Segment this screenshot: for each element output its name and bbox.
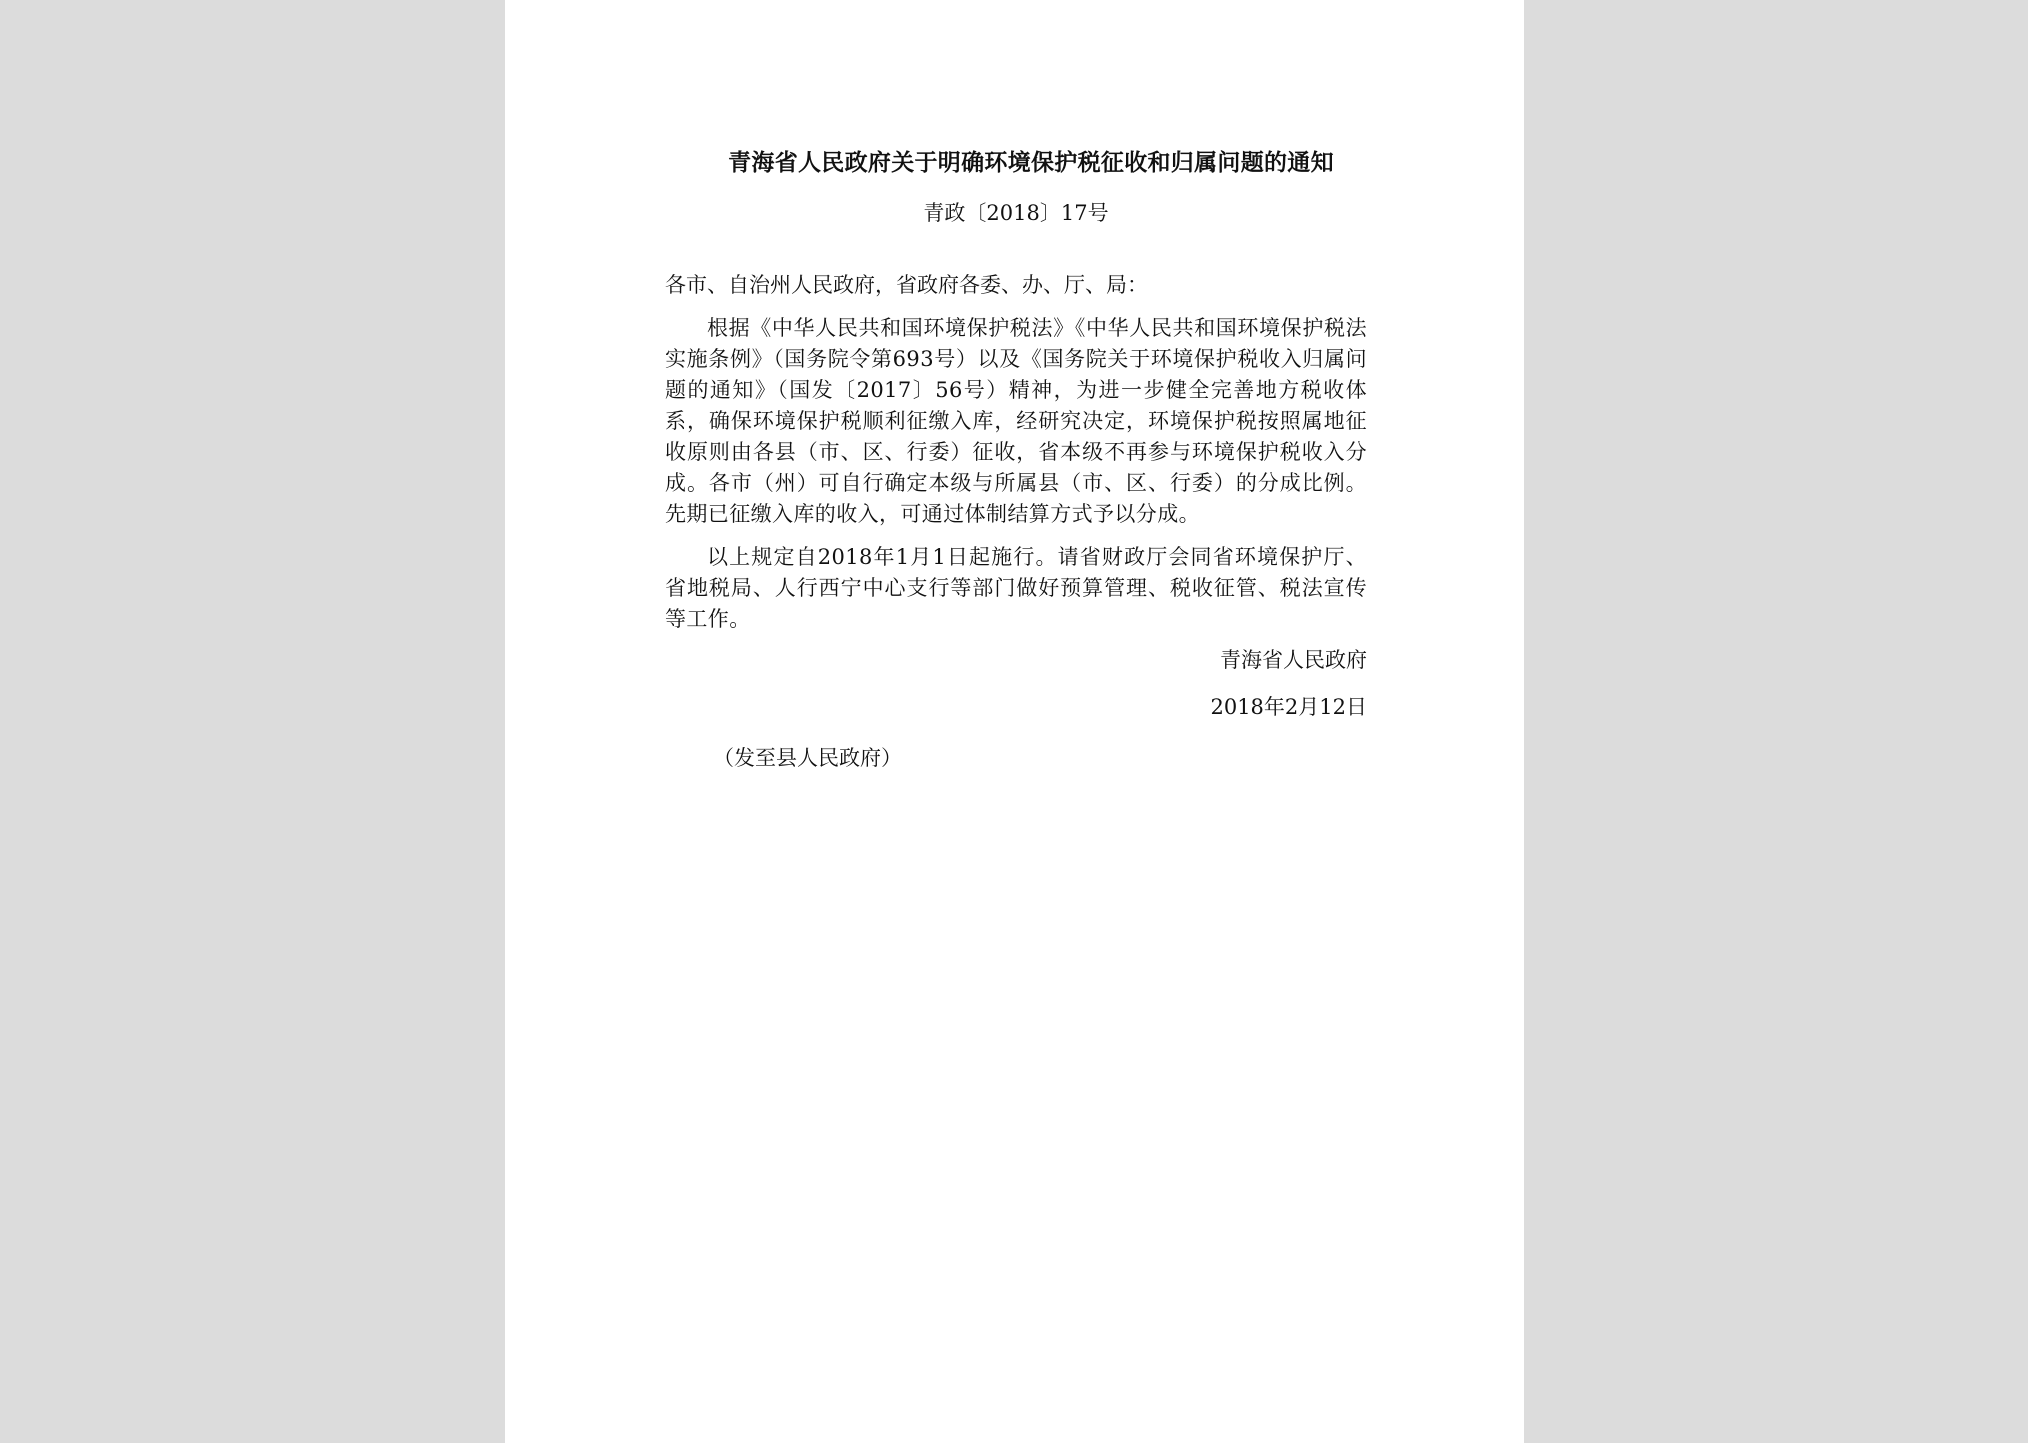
sign-date: 2018年2月12日 [1210, 695, 1367, 719]
document-page [505, 0, 1524, 1443]
document-title: 青海省人民政府关于明确环境保护税征收和归属问题的通知 [728, 149, 1334, 176]
signer: 青海省人民政府 [1220, 648, 1367, 672]
body-paragraph-1: 根据《中华人民共和国环境保护税法》《中华人民共和国环境保护税法实施条例》（国务院令第693号）以及《国务院关于环境保护税收入归属问题的通知》（国发〔2017〕56号）精神，为进一步健全完善地方税收体系，确保环境保护税顺利征缴入库，经研究决定，环境保护税按照属地征收原则由各县（市、区、行委）征收，省本级不再参与环境保护税收入分成。各市（州）可自行确定本级与所属县（市、区、行委）的分成比例。先期已征缴入库的收入，可通过体制结算方式予以分成。 [665, 316, 1367, 526]
body-paragraph-2: 以上规定自2018年1月1日起施行。请省财政厅会同省环境保护厅、省地税局、人行西宁中心支行等部门做好预算管理、税收征管、税法宣传等工作。 [665, 545, 1367, 631]
document-content [665, 146, 1367, 774]
addressee: 各市、自治州人民政府，省政府各委、办、厅、局： [665, 273, 1148, 297]
distribution-note: （发至县人民政府） [713, 746, 902, 770]
document-number: 青政〔2018〕17号 [923, 201, 1109, 225]
